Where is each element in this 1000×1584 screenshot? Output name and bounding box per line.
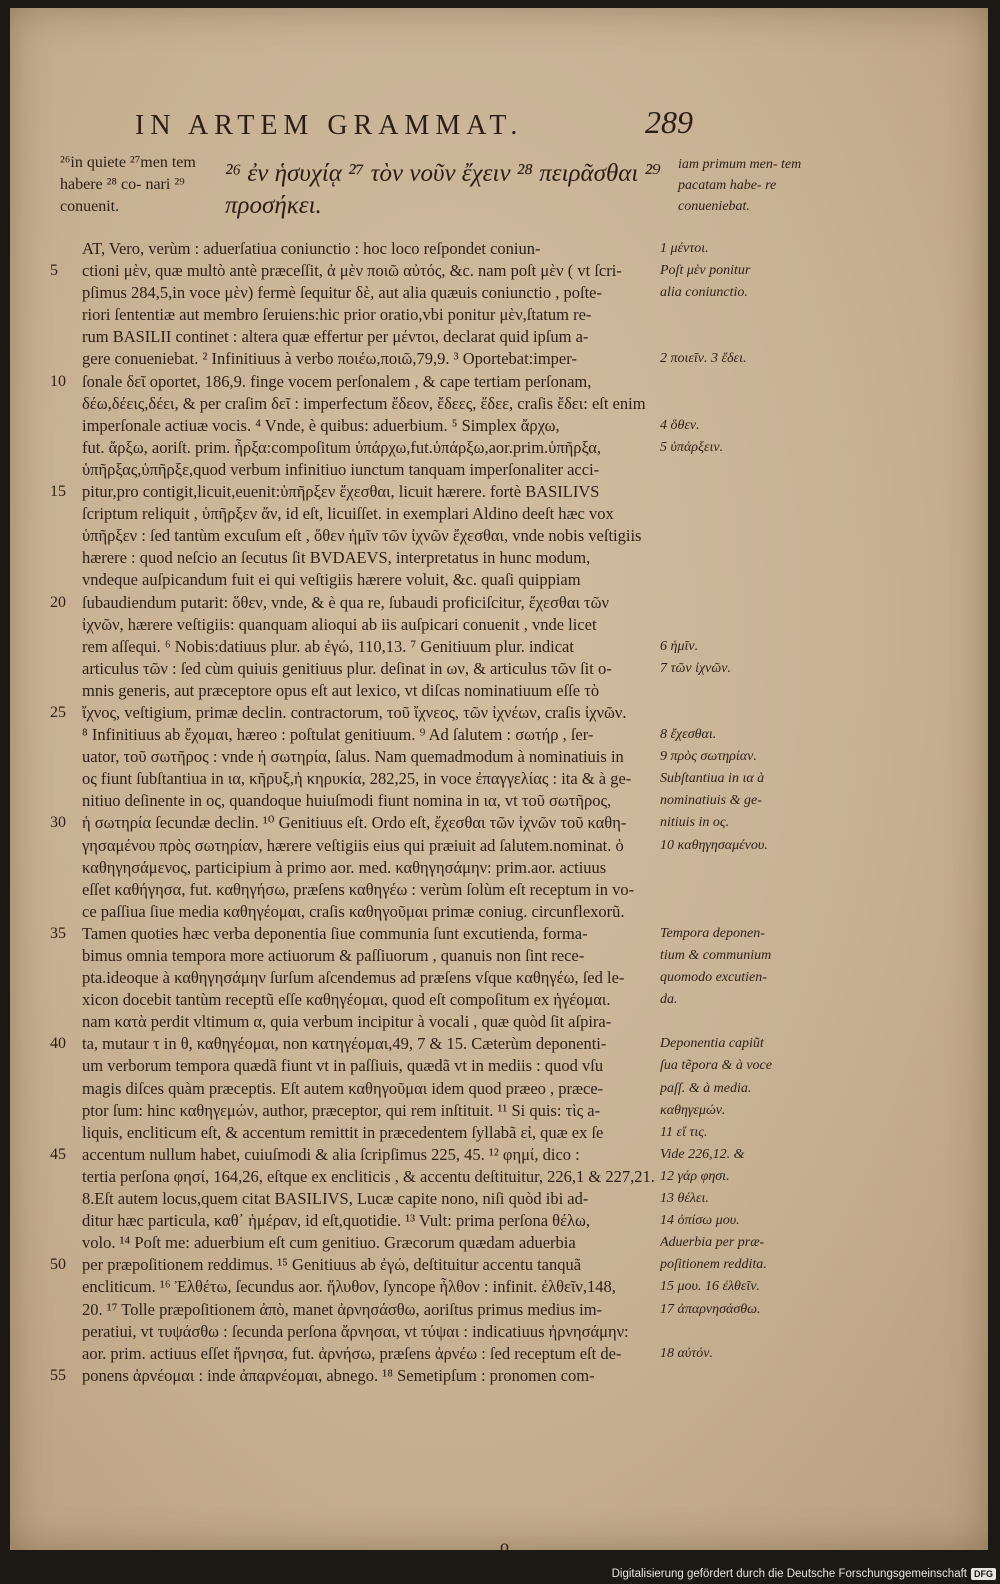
line-text: uator, τοῦ σωτῆρος : vnde ἡ σωτηρία, ſalus. Nam quemadmodum à nominatiuis in: [82, 747, 624, 767]
dfg-logo: DFG: [971, 1568, 996, 1580]
commentary-line: [50, 238, 660, 260]
line-number: 40: [50, 1035, 66, 1053]
commentary-line: [50, 812, 660, 834]
commentary-line: [50, 724, 660, 746]
margin-note: 10 καθηγησαμένου.: [660, 837, 768, 853]
line-text: ſcriptum reliquit , ὑπῆρξεν ἄν, id eſt, licuiſſet. in exemplari Aldino deeſt hæc vox: [82, 504, 614, 524]
margin-note: [660, 569, 840, 591]
line-text: δέω,δέεις,δέει, & per craſim δεῖ : imperfectum ἔδεον, ἔδεες, ἔδεε, craſis ἔδει: eſt enim: [82, 393, 646, 413]
signature-mark: o: [500, 1536, 509, 1556]
margin-note: da.: [660, 992, 678, 1008]
line-text: 20. ¹⁷ Tolle præpoſitionem ἀπὸ, manet ἀρνησάσθω, aoriſtus primus medius im-: [82, 1299, 603, 1319]
margin-note: 18 αὐτόν.: [660, 1345, 713, 1361]
margin-note: 2 ποιεῖν. 3 ἔδει.: [660, 351, 747, 367]
line-text: ⁸ Infinitiuus ab ἔχομαι, hæreo : poſtulat genitiuum. ⁹ Ad ſalutem : σωτήρ , ſer-: [82, 725, 594, 745]
line-text: gere conueniebat. ² Infinitiuus à verbo ποιέω,ποιῶ,79,9. ³ Oportebat:imper-: [82, 349, 577, 369]
margin-note: 7 τῶν ἰχνῶν.: [660, 660, 731, 676]
margin-note: 8 ἔχεσθαι.: [660, 727, 717, 743]
margin-note: Poſt μὲν ponitur: [660, 263, 751, 279]
commentary-line: [50, 415, 660, 437]
commentary-body: [50, 238, 660, 1387]
commentary-line: [50, 967, 660, 989]
verse-latin-gloss: ²⁶in quiete ²⁷men tem habere ²⁸ co- nari ²⁹ conuenit.: [60, 154, 196, 215]
margin-note: 14 ὀπίσω μου.: [660, 1213, 740, 1229]
margin-note: poſitionem reddita.: [660, 1257, 767, 1273]
line-text: Tamen quoties hæc verba deponentia ſiue communia ſunt excutienda, forma-: [82, 923, 588, 943]
commentary-line: [50, 547, 660, 569]
line-text: accentum nullum habet, cuiuſmodi & alia ſcripſimus 225, 45. ¹² φημί, dico :: [82, 1144, 580, 1164]
line-text: pta.ideoque à καθηγησάμην ſurſum aſcendemus ad præſens vſque καθηγέω, ſed le-: [82, 968, 625, 988]
commentary-line: [50, 746, 660, 768]
line-text: ta, mutaur τ in θ, καθηγέομαι, non κατηγέομαι,49, 7 & 15. Cæterùm deponenti-: [82, 1034, 607, 1054]
margin-note: alia coniunctio.: [660, 285, 748, 301]
commentary-line: [50, 1166, 660, 1188]
line-text: ptor ſum: hinc καθηγεμών, author, præceptor, qui rem inſtituit. ¹¹ Si quis: τὶς a-: [82, 1100, 601, 1120]
line-text: ἴχνος, veſtigium, primæ declin. contractorum, τοῦ ἴχνεος, τῶν ἰχνέων, craſis ἰχνῶν.: [82, 702, 627, 722]
line-text: magis diſces quàm præceptis. Eſt autem καθηγοῦμαι idem quod præeo , præce-: [82, 1078, 604, 1098]
verse-greek-text: ²⁶ ἐν ἡσυχίᾳ ²⁷ τὸν νοῦν ἔχειν ²⁸ πειρᾶσθαι ²⁹ προσήκει.: [225, 160, 661, 219]
margin-notes: [660, 238, 840, 1365]
margin-note: 1 μέντοι.: [660, 241, 709, 256]
commentary-line: [50, 1055, 660, 1077]
line-number: 10: [50, 372, 66, 390]
commentary-line: [50, 1100, 660, 1122]
line-text: tertia perſona φησί, 164,26, eſtque ex encliticis , & accentu deſtituitur, 226,1 & 227,21.: [82, 1166, 655, 1186]
margin-note: Aduerbia per præ-: [660, 1235, 765, 1251]
line-text: imperſonale actiuæ vocis. ⁴ Vnde, è quibus: aduerbium. ⁵ Simplex ἄρχω,: [82, 415, 560, 435]
commentary-line: [50, 371, 660, 393]
line-number: 20: [50, 593, 66, 611]
commentary-line: [50, 636, 660, 658]
commentary-line: [50, 503, 660, 525]
margin-note: [660, 857, 840, 879]
commentary-line: [50, 1188, 660, 1210]
line-text: bimus omnia tempora more actiuorum & paſſiuorum , quanuis non ſint rece-: [82, 946, 585, 965]
line-text: mnis generis, aut præceptore opus eſt aut lexico, vt diſcas nominatiuum eſſe τὸ: [82, 680, 600, 700]
margin-note: [660, 503, 840, 525]
line-text: xicon docebit tantùm receptũ eſſe καθηγέομαι, quod eſt compoſitum ex ἡγέομαι.: [82, 990, 611, 1010]
credit-text: Digitalisierung gefördert durch die Deutsche Forschungsgemeinschaft: [611, 1568, 967, 1580]
line-text: um verborum tempora quædã fiunt vt in paſſiuis, quædã vt in mediis : quod vſu: [82, 1056, 604, 1076]
line-text: ὑπῆρξεν : ſed tantùm excuſum eſt , ὅθεν ἡμῖν τῶν ἰχνῶν ἔχεσθαι, vnde nobis veſtigiis: [82, 526, 642, 546]
line-number: 55: [50, 1366, 66, 1384]
running-title: IN ARTEM GRAMMAT.: [135, 110, 524, 141]
commentary-line: [50, 525, 660, 547]
commentary-line: [50, 326, 660, 348]
commentary-line: [50, 923, 660, 945]
commentary-line: [50, 1299, 660, 1321]
commentary-line: [50, 282, 660, 304]
line-text: encliticum. ¹⁶ Ἐλθέτω, ſecundus aor. ἤλυθον, ſyncope ἦλθον : infinit. ἐλθεῖν,148,: [82, 1277, 616, 1297]
margin-note: 4 ὅθεν.: [660, 417, 700, 433]
line-text: ὑπῆρξας,ὑπῆρξε,quod verbum infinitiuo iunctum tanquam imperſonaliter acci-: [82, 459, 600, 479]
line-text: AT, Vero, verùm : aduerſatiua coniunctio : hoc loco reſpondet coniun-: [82, 239, 541, 258]
margin-note: καθηγεμών.: [660, 1102, 726, 1118]
commentary-line: [50, 481, 660, 503]
commentary-line: [50, 702, 660, 724]
commentary-line: [50, 790, 660, 812]
verse-latin-translation: iam primum men- tem pacatam habe- re conueniebat.: [678, 157, 802, 214]
commentary-line: [50, 1122, 660, 1144]
commentary-line: [50, 614, 660, 636]
line-text: pſimus 284,5,in voce μὲν) fermè ſequitur δὲ, aut alia quæuis coniunctio , poſte-: [82, 283, 602, 303]
line-text: ἰχνῶν, hærere veſtigiis: quanquam alioqui ab iis auſpicari conuenit , vnde licet: [82, 614, 597, 634]
commentary-line: [50, 1321, 660, 1343]
commentary-line: [50, 304, 660, 326]
line-text: hærere : quod neſcio an ſecutus ſit BVDAEVS, interpretatus in hunc modum,: [82, 548, 591, 568]
line-number: 5: [50, 262, 58, 280]
line-text: ſonale δεῖ oportet, 186,9. finge vocem perſonalem , & cape tertiam perſonam,: [82, 371, 592, 391]
margin-note: [660, 481, 840, 503]
commentary-line: [50, 945, 660, 967]
commentary-line: [50, 658, 660, 680]
commentary-line: [50, 901, 660, 923]
margin-note: ſua tẽpora & à voce: [660, 1058, 772, 1074]
margin-note: 15 μου. 16 ἐλθεῖν.: [660, 1279, 761, 1295]
margin-note: 12 γάρ φησι.: [660, 1168, 730, 1184]
line-text: rum BASILII continet : altera quæ effertur per μέντοι, declarat quid ipſum a-: [82, 327, 589, 347]
line-text: καθηγησάμενος, participium à primo aor. med. καθηγησάμην: prim.aor. actiuus: [82, 857, 607, 877]
margin-note: quomodo excutien-: [660, 970, 767, 986]
line-text: ce paſſiua ſiue media καθηγέομαι, craſis καθηγοῦμαι primæ coniug. circunflexorũ.: [82, 901, 625, 921]
line-text: nam κατὰ perdit vltimum α, quia verbum incipitur à vocali , quæ quòd ſit aſpira-: [82, 1012, 612, 1032]
margin-note: paſſ. & à media.: [660, 1080, 752, 1096]
line-number: 25: [50, 703, 66, 721]
margin-note: 9 πρὸς σωτηρίαν.: [660, 749, 757, 765]
margin-note: [660, 304, 840, 326]
margin-note: Deponentia capiũt: [660, 1036, 764, 1052]
margin-note: [660, 1011, 840, 1033]
margin-note: [660, 371, 840, 393]
margin-note: [660, 680, 840, 702]
commentary-line: [50, 680, 660, 702]
margin-note: [660, 614, 840, 636]
commentary-line: [50, 260, 660, 282]
commentary-line: [50, 1276, 660, 1298]
margin-note: [660, 702, 840, 724]
line-text: fut. ἄρξω, aoriſt. prim. ἦρξα:compoſitum ὑπάρχω,fut.ὑπάρξω,aor.prim.ὑπῆρξα,: [82, 437, 602, 457]
commentary-line: [50, 1232, 660, 1254]
line-number: 30: [50, 814, 66, 832]
margin-note: 17 ἀπαρνησάσθω.: [660, 1301, 761, 1317]
line-text: articulus τῶν : ſed cùm quiuis genitiuus plur. deſinat in ων, & articulus τῶν ſit o-: [82, 658, 612, 678]
commentary-line: [50, 1078, 660, 1100]
line-text: ponens ἀρνέομαι : inde ἀπαρνέομαι, abnego. ¹⁸ Semetipſum : pronomen com-: [82, 1365, 595, 1385]
commentary-line: [50, 437, 660, 459]
commentary-line: [50, 1254, 660, 1276]
commentary-line: [50, 989, 660, 1011]
margin-note: [660, 1321, 840, 1343]
margin-note: Vide 226,12. &: [660, 1146, 745, 1162]
line-text: γησαμένου πρὸς σωτηρίαν, hærere veſtigiis eius qui præiuit ad ſalutem.nominat. ὁ: [82, 835, 624, 855]
line-text: nitiuo deſinente in ος, quandoque huiuſmodi fiunt nomina in ια, vt τοῦ σωτῆρος,: [82, 791, 612, 811]
line-text: 8.Eſt autem locus,quem citat BASILIVS, Lucæ capite nono, niſi quòd ibi ad-: [82, 1189, 589, 1209]
commentary-line: [50, 879, 660, 901]
margin-note: nitiuis in ος.: [660, 815, 730, 831]
margin-note: Subſtantiua in ια à: [660, 771, 765, 787]
margin-note: [660, 592, 840, 614]
line-text: ος fiunt ſubſtantiua in ια, κῆρυξ,ἡ κηρυκία, 282,25, in voce ἐπαγγελίας : ita & à ge-: [82, 769, 632, 789]
line-text: volo. ¹⁴ Poſt me: aduerbium eſt cum genitiuo. Græcorum quædam aduerbia: [82, 1233, 576, 1253]
commentary-line: [50, 569, 660, 591]
line-text: pitur,pro contigit,licuit,euenit:ὑπῆρξεν ἔχεσθαι, licuit hærere. fortè BASILIVS: [82, 482, 600, 502]
commentary-line: [50, 1144, 660, 1166]
line-number: 35: [50, 924, 66, 942]
margin-note: nominatiuis & ge-: [660, 793, 762, 809]
line-text: liquis, encliticum eſt, & accentum remittit in præcedentem ſyllabã εἰ, quæ ex ſe: [82, 1122, 604, 1142]
margin-note: Tempora deponen-: [660, 925, 765, 941]
page-number: 289: [645, 104, 693, 140]
margin-note: [660, 879, 840, 901]
commentary-line: [50, 1033, 660, 1055]
line-text: ſubaudiendum putarit: ὅθεν, vnde, & è qua re, ſubaudi proficiſcitur, ἔχεσθαι τῶν: [82, 592, 609, 612]
line-text: vndeque auſpicandum fuit ei qui veſtigiis hærere voluit, &c. quaſi quippiam: [82, 570, 581, 590]
commentary-line: [50, 459, 660, 481]
commentary-line: [50, 1365, 660, 1387]
margin-note: [660, 326, 840, 348]
line-text: rem aſſequi. ⁶ Nobis:datiuus plur. ab ἐγώ, 110,13. ⁷ Genitiuum plur. indicat: [82, 636, 574, 656]
margin-note: [660, 393, 840, 415]
line-text: riori ſententiæ aut membro ſeruiens:hic prior oratio,vbi ponitur μὲν,ſtatum re-: [82, 305, 592, 325]
margin-note: [660, 901, 840, 923]
commentary-line: [50, 835, 660, 857]
line-number: 45: [50, 1145, 66, 1163]
commentary-line: [50, 1011, 660, 1033]
line-text: eſſet καθήγησα, fut. καθηγήσω, præſens καθηγέω : verùm ſolùm eſt receptum in vo-: [82, 879, 635, 899]
digitization-credit: [612, 1568, 996, 1580]
line-text: ἡ σωτηρία ſecundæ declin. ¹⁰ Genitiuus eſt. Ordo eſt, ἔχεσθαι τῶν ἰχνῶν τοῦ καθη-: [82, 813, 627, 833]
line-text: peratiui, vt τυψάσθω : ſecunda perſona ἄρνησαι, vt τύψαι : indicatiuus ἠρνησάμην:: [82, 1321, 629, 1341]
commentary-line: [50, 857, 660, 879]
margin-note: 13 θέλει.: [660, 1191, 709, 1207]
commentary-line: [50, 1343, 660, 1365]
margin-note: [660, 459, 840, 481]
line-number: 15: [50, 483, 66, 501]
commentary-line: [50, 592, 660, 614]
line-text: aor. prim. actiuus eſſet ἤρνησα, fut. ἀρνήσω, præſens ἀρνέω : ſed receptum eſt de-: [82, 1343, 622, 1363]
margin-note: tium & communium: [660, 948, 772, 963]
line-text: ctioni μὲν, quæ multò antè præceſſit, ἀ μὲν ποιῶ αὐτός, &c. nam poſt μὲν ( vt ſcri-: [82, 261, 622, 281]
line-text: per præpoſitionem reddimus. ¹⁵ Genitiuus ab ἐγώ, deſtituitur accentu tanquã: [82, 1255, 582, 1275]
commentary-line: [50, 1210, 660, 1232]
commentary-line: [50, 768, 660, 790]
margin-note: [660, 525, 840, 547]
margin-note: 11 εἴ τις.: [660, 1124, 708, 1140]
margin-note: 5 ὑπάρξειν.: [660, 439, 724, 455]
line-number: 50: [50, 1256, 66, 1274]
commentary-line: [50, 393, 660, 415]
margin-note: [660, 547, 840, 569]
book-page: [10, 8, 988, 1556]
margin-note: 6 ἡμῖν.: [660, 638, 699, 654]
line-text: ditur hæc particula, καθ᾽ ἡμέραν, id eſt,quotidie. ¹³ Vult: prima perſona θέλω,: [82, 1211, 590, 1231]
commentary-line: [50, 348, 660, 370]
